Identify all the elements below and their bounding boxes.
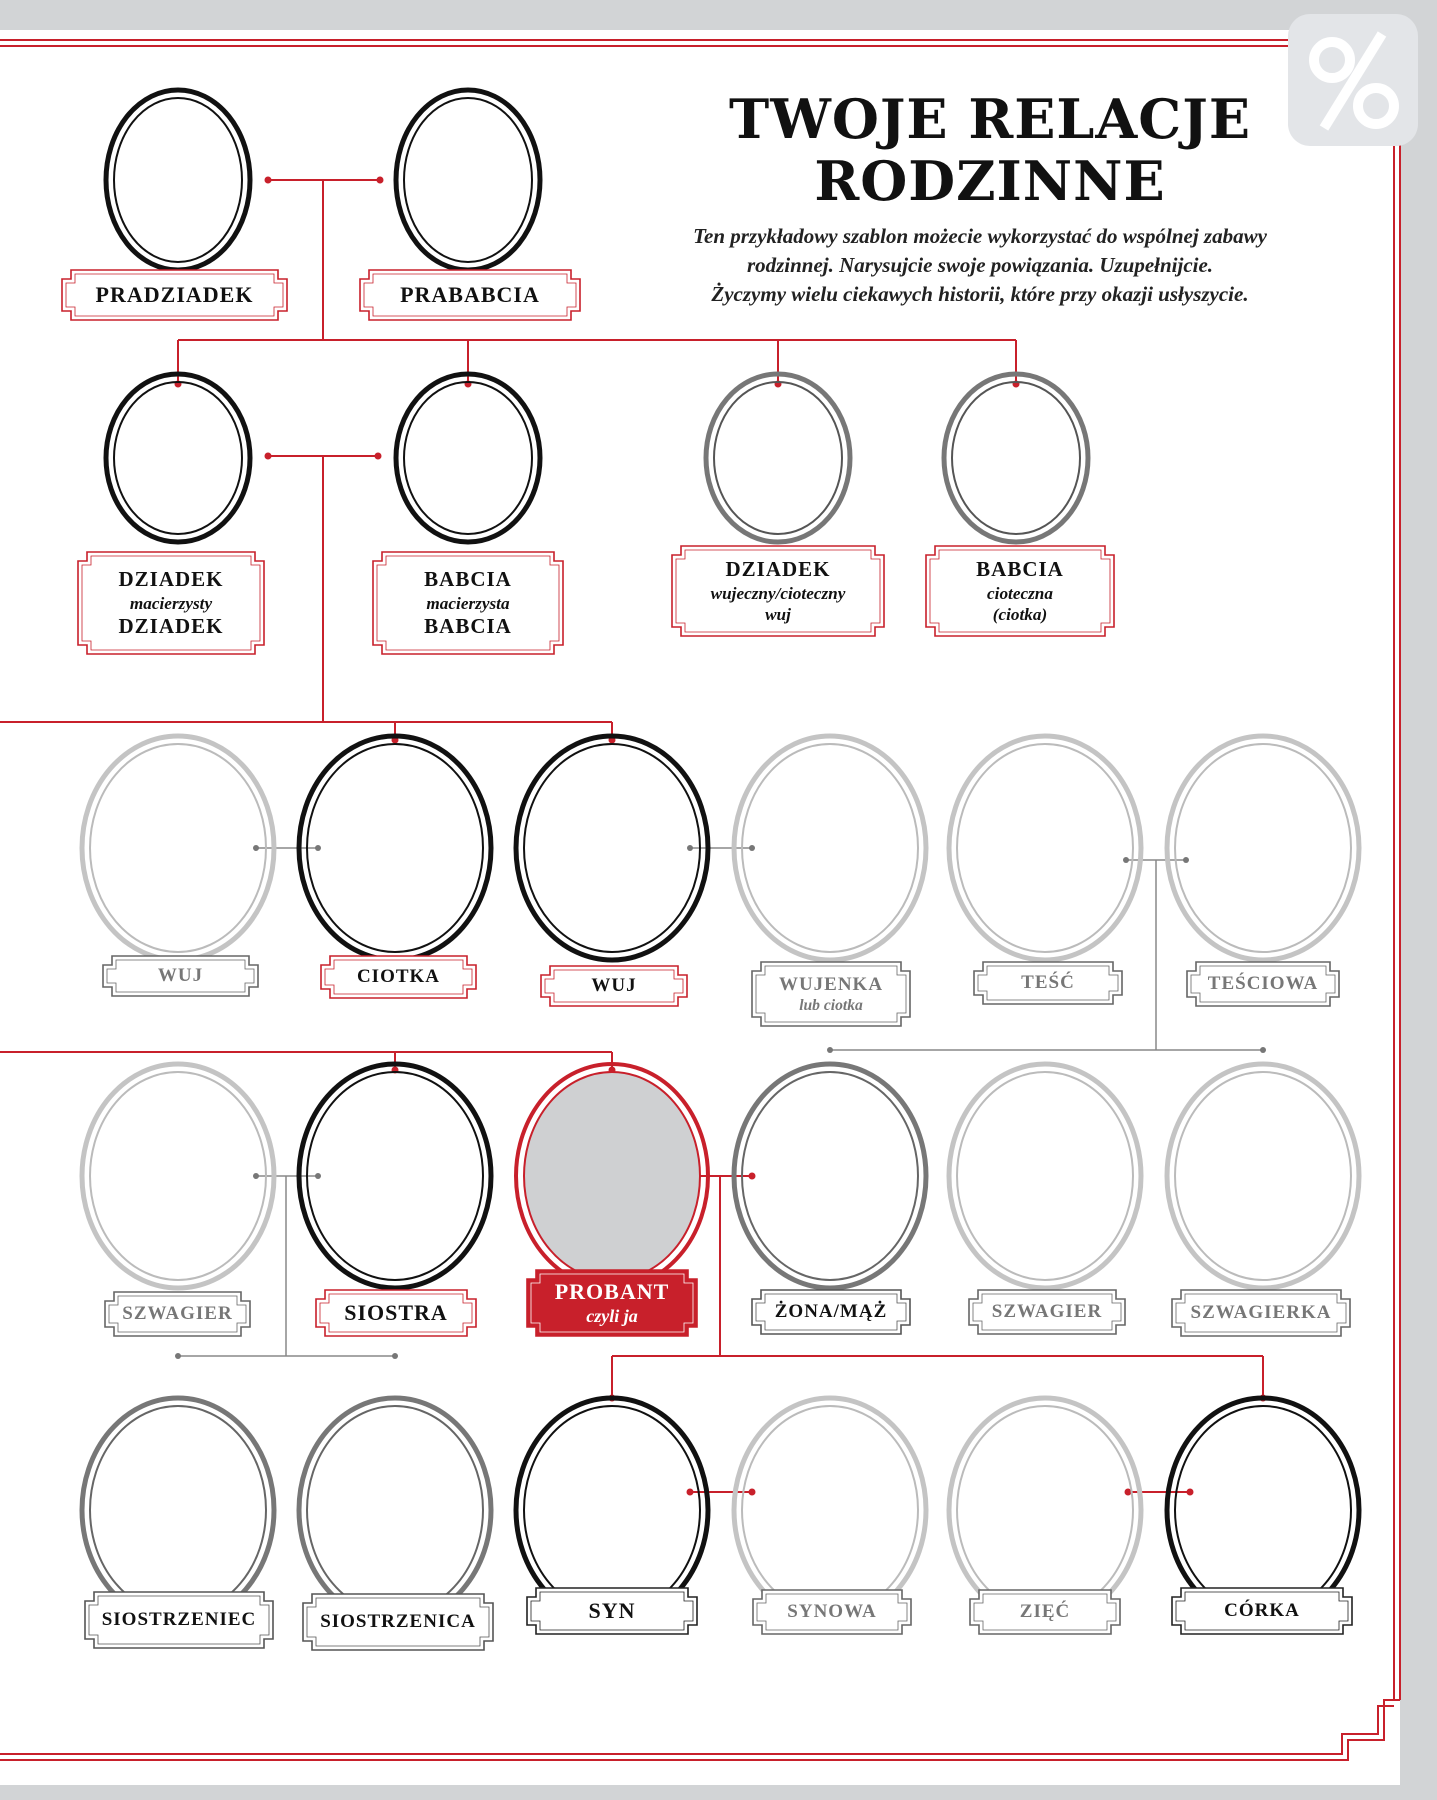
synowa-label bbox=[753, 1600, 911, 1623]
intro-line-2: rodzinnej. Narysujcie swoje powiązania. Uzupełnijcie. bbox=[746, 253, 1214, 277]
ciotka-label bbox=[321, 965, 476, 988]
connector-dot-red bbox=[749, 1489, 756, 1496]
wuj2-label bbox=[541, 974, 687, 997]
tesc-frame-outer bbox=[949, 736, 1141, 960]
connector-dot-red bbox=[1187, 1489, 1194, 1496]
connector-dot-grey bbox=[175, 1353, 181, 1359]
connector-dot-grey bbox=[253, 1173, 259, 1179]
dziadek-m-name: DZIADEK bbox=[118, 566, 224, 591]
connector-dot-grey bbox=[315, 845, 321, 851]
tesciowa-frame-outer bbox=[1167, 736, 1359, 960]
szwagier1-frame-outer bbox=[82, 1064, 274, 1288]
ziec-label bbox=[970, 1600, 1120, 1623]
connector-dot-red bbox=[749, 1173, 756, 1180]
wuj1-frame-outer bbox=[82, 736, 274, 960]
siostrzenica-frame-inner bbox=[307, 1406, 483, 1614]
dziadek-w-label bbox=[672, 557, 884, 625]
szwagierka-label bbox=[1172, 1301, 1350, 1324]
ziec-frame-outer bbox=[949, 1398, 1141, 1622]
dziadek-m-frame-outer bbox=[106, 374, 250, 542]
siostra-name: SIOSTRA bbox=[344, 1299, 448, 1325]
tesciowa-name: TEŚCIOWA bbox=[1207, 973, 1319, 995]
wuj2-name: WUJ bbox=[591, 975, 637, 997]
babcia-c-frame-inner bbox=[952, 382, 1080, 534]
babcia-m-label bbox=[373, 567, 563, 639]
siostrzeniec-label bbox=[85, 1608, 273, 1631]
prababcia-frame-outer bbox=[396, 90, 540, 270]
syn-name: SYN bbox=[588, 1597, 636, 1623]
connector-dot-grey bbox=[1183, 857, 1189, 863]
dziadek-w-name: DZIADEK bbox=[725, 557, 831, 582]
siostrzeniec-frame-inner bbox=[90, 1406, 266, 1614]
wuj1-name: WUJ bbox=[157, 965, 204, 987]
dziadek-m-frame-inner bbox=[114, 382, 242, 534]
connector-dot-red bbox=[687, 1489, 694, 1496]
title-line-1: TWOJE RELACJE bbox=[729, 87, 1251, 151]
szwagier2-label bbox=[969, 1300, 1125, 1323]
intro-line-3: Życzymy wielu ciekawych historii, które przy okazji usłyszycie. bbox=[711, 282, 1249, 306]
tesciowa-frame-inner bbox=[1175, 744, 1351, 952]
szwagier2-frame-outer bbox=[949, 1064, 1141, 1288]
connector-dot-grey bbox=[749, 845, 755, 851]
wujenka-name: WUJENKA bbox=[778, 973, 884, 995]
siostrzenica-label bbox=[303, 1610, 493, 1633]
zona-label bbox=[752, 1300, 910, 1323]
babcia-m-name-2: BABCIA bbox=[424, 613, 512, 638]
corka-frame-inner bbox=[1175, 1406, 1351, 1614]
synowa-name: SYNOWA bbox=[787, 1601, 877, 1623]
babcia-m-frame-outer bbox=[396, 374, 540, 542]
ciotka-frame-outer bbox=[299, 736, 491, 960]
dziadek-m-label bbox=[78, 567, 264, 639]
zona-frame-outer bbox=[734, 1064, 926, 1288]
connector-dot-red bbox=[377, 177, 384, 184]
siostra-frame-inner bbox=[307, 1072, 483, 1280]
connector-dot-grey bbox=[1123, 857, 1129, 863]
babcia-m-sub: macierzysta bbox=[426, 593, 510, 613]
tesciowa-label bbox=[1187, 972, 1339, 995]
ziec-name: ZIĘĆ bbox=[1019, 1601, 1071, 1623]
siostra-label bbox=[316, 1300, 476, 1327]
corka-name: CÓRKA bbox=[1224, 1600, 1300, 1622]
connector-dot-grey bbox=[253, 845, 259, 851]
szwagierka-frame-inner bbox=[1175, 1072, 1351, 1280]
wuj1-label bbox=[103, 964, 258, 987]
wuj2-frame-inner bbox=[524, 744, 700, 952]
zona-frame-inner bbox=[742, 1072, 918, 1280]
syn-label bbox=[527, 1598, 697, 1625]
intro-line-1: Ten przykładowy szablon możecie wykorzystać do wspólnej zabawy bbox=[693, 224, 1267, 248]
dziadek-m-name-2: DZIADEK bbox=[118, 613, 224, 638]
siostrzeniec-name: SIOSTRZENIEC bbox=[101, 1609, 257, 1631]
siostrzenica-name: SIOSTRZENICA bbox=[320, 1611, 476, 1633]
title-line-2: RODZINNE bbox=[814, 149, 1166, 213]
babcia-c-label bbox=[926, 557, 1114, 625]
pradziadek-name: PRADZIADEK bbox=[95, 281, 254, 307]
siostrzeniec-frame-outer bbox=[82, 1398, 274, 1622]
szwagier2-name: SZWAGIER bbox=[991, 1301, 1103, 1323]
probant-sub: czyli ja bbox=[586, 1306, 638, 1327]
ziec-frame-inner bbox=[957, 1406, 1133, 1614]
prababcia-label bbox=[360, 282, 580, 309]
dziadek-w-sub-2: wuj bbox=[765, 604, 791, 624]
babcia-c-sub-2: (ciotka) bbox=[992, 604, 1048, 624]
szwagier1-name: SZWAGIER bbox=[122, 1303, 233, 1325]
siostra-frame-outer bbox=[299, 1064, 491, 1288]
szwagierka-name: SZWAGIERKA bbox=[1190, 1302, 1332, 1324]
wuj1-frame-inner bbox=[90, 744, 266, 952]
probant-name: PROBANT bbox=[554, 1278, 670, 1304]
probant-label bbox=[527, 1279, 697, 1328]
ciotka-frame-inner bbox=[307, 744, 483, 952]
pradziadek-label bbox=[62, 282, 287, 309]
tesc-frame-inner bbox=[957, 744, 1133, 952]
pradziadek-frame-outer bbox=[106, 90, 250, 270]
prababcia-name: PRABABCIA bbox=[400, 281, 540, 307]
dziadek-w-sub: wujeczny/cioteczny bbox=[710, 583, 846, 603]
wujenka-frame-outer bbox=[734, 736, 926, 960]
syn-frame-inner bbox=[524, 1406, 700, 1614]
connector-dot-grey bbox=[687, 845, 693, 851]
pradziadek-frame-inner bbox=[114, 98, 242, 262]
dziadek-m-sub: macierzysty bbox=[129, 593, 213, 613]
babcia-c-sub: cioteczna bbox=[987, 583, 1053, 603]
corka-label bbox=[1172, 1599, 1352, 1622]
wujenka-sub: lub ciotka bbox=[799, 997, 863, 1015]
babcia-m-name: BABCIA bbox=[424, 566, 512, 591]
szwagierka-frame-outer bbox=[1167, 1064, 1359, 1288]
prababcia-frame-inner bbox=[404, 98, 532, 262]
connector-dot-grey bbox=[827, 1047, 833, 1053]
synowa-frame-outer bbox=[734, 1398, 926, 1622]
ciotka-name: CIOTKA bbox=[356, 966, 441, 988]
wuj2-frame-outer bbox=[516, 736, 708, 960]
szwagier1-label bbox=[105, 1302, 250, 1325]
connector-dot-red bbox=[375, 453, 382, 460]
tesc-label bbox=[974, 971, 1122, 994]
connector-dot-red bbox=[265, 453, 272, 460]
wujenka-label bbox=[752, 973, 910, 1015]
szwagier1-frame-inner bbox=[90, 1072, 266, 1280]
wujenka-frame-inner bbox=[742, 744, 918, 952]
dziadek-w-frame-inner bbox=[714, 382, 842, 534]
connector-dot-grey bbox=[1260, 1047, 1266, 1053]
babcia-c-name: BABCIA bbox=[976, 557, 1064, 582]
siostrzenica-frame-outer bbox=[299, 1398, 491, 1622]
dziadek-w-frame-outer bbox=[706, 374, 850, 542]
szwagier2-frame-inner bbox=[957, 1072, 1133, 1280]
babcia-m-frame-inner bbox=[404, 382, 532, 534]
connector-dot-red bbox=[265, 177, 272, 184]
connector-dot-grey bbox=[315, 1173, 321, 1179]
synowa-frame-inner bbox=[742, 1406, 918, 1614]
tesc-name: TEŚĆ bbox=[1021, 972, 1075, 994]
connector-dot-grey bbox=[392, 1353, 398, 1359]
zona-name: ŻONA/MĄŻ bbox=[774, 1301, 888, 1323]
babcia-c-frame-outer bbox=[944, 374, 1088, 542]
